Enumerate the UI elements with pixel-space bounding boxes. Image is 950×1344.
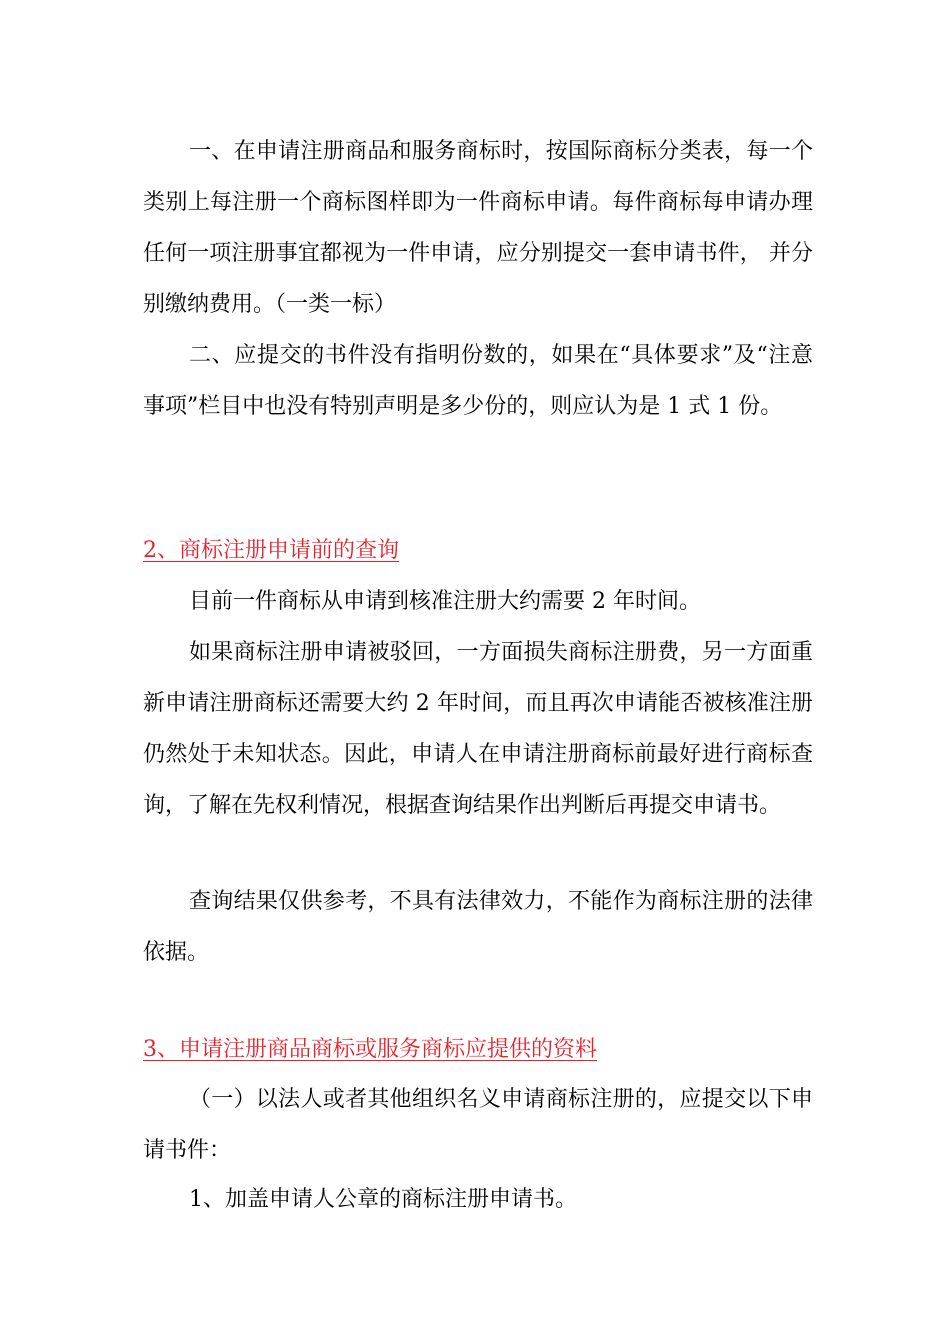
paragraph-7: 1、加盖申请人公章的商标注册申请书。 [189,1187,577,1212]
paragraph-5: 查询结果仅供参考，不具有法律效力，不能作为商标注册的法律依据。 [143,889,813,965]
paragraph-6: （一）以法人或者其他组织名义申请商标注册的，应提交以下申请书件： [143,1087,813,1163]
section-heading-3: 3、申请注册商品商标或服务商标应提供的资料 [143,1037,597,1062]
section-heading-2: 2、商标注册申请前的查询 [143,538,399,563]
paragraph-2: 二、应提交的书件没有指明份数的，如果在“具体要求”及“注意事项”栏目中也没有特别声明是多少份的，则应认为是 1 式 1 份。 [143,343,813,419]
paragraph-1: 一、在申请注册商品和服务商标时，按国际商标分类表，每一个类别上每注册一个商标图样即为一件商标申请。每件商标每申请办理任何一项注册事宜都视为一件申请，应分别提交一套申请书件， 并分别缴纳费用。（一类一标） [143,139,813,317]
paragraph-3: 目前一件商标从申请到核准注册大约需要 2 年时间。 [189,589,701,614]
paragraph-4: 如果商标注册申请被驳回，一方面损失商标注册费，另一方面重新申请注册商标还需要大约 2 年时间，而且再次申请能否被核准注册仍然处于未知状态。因此，申请人在申请注册商标前最好进行商标查询，了解在先权利情况，根据查询结果作出判断后再提交申请书。 [143,640,813,818]
